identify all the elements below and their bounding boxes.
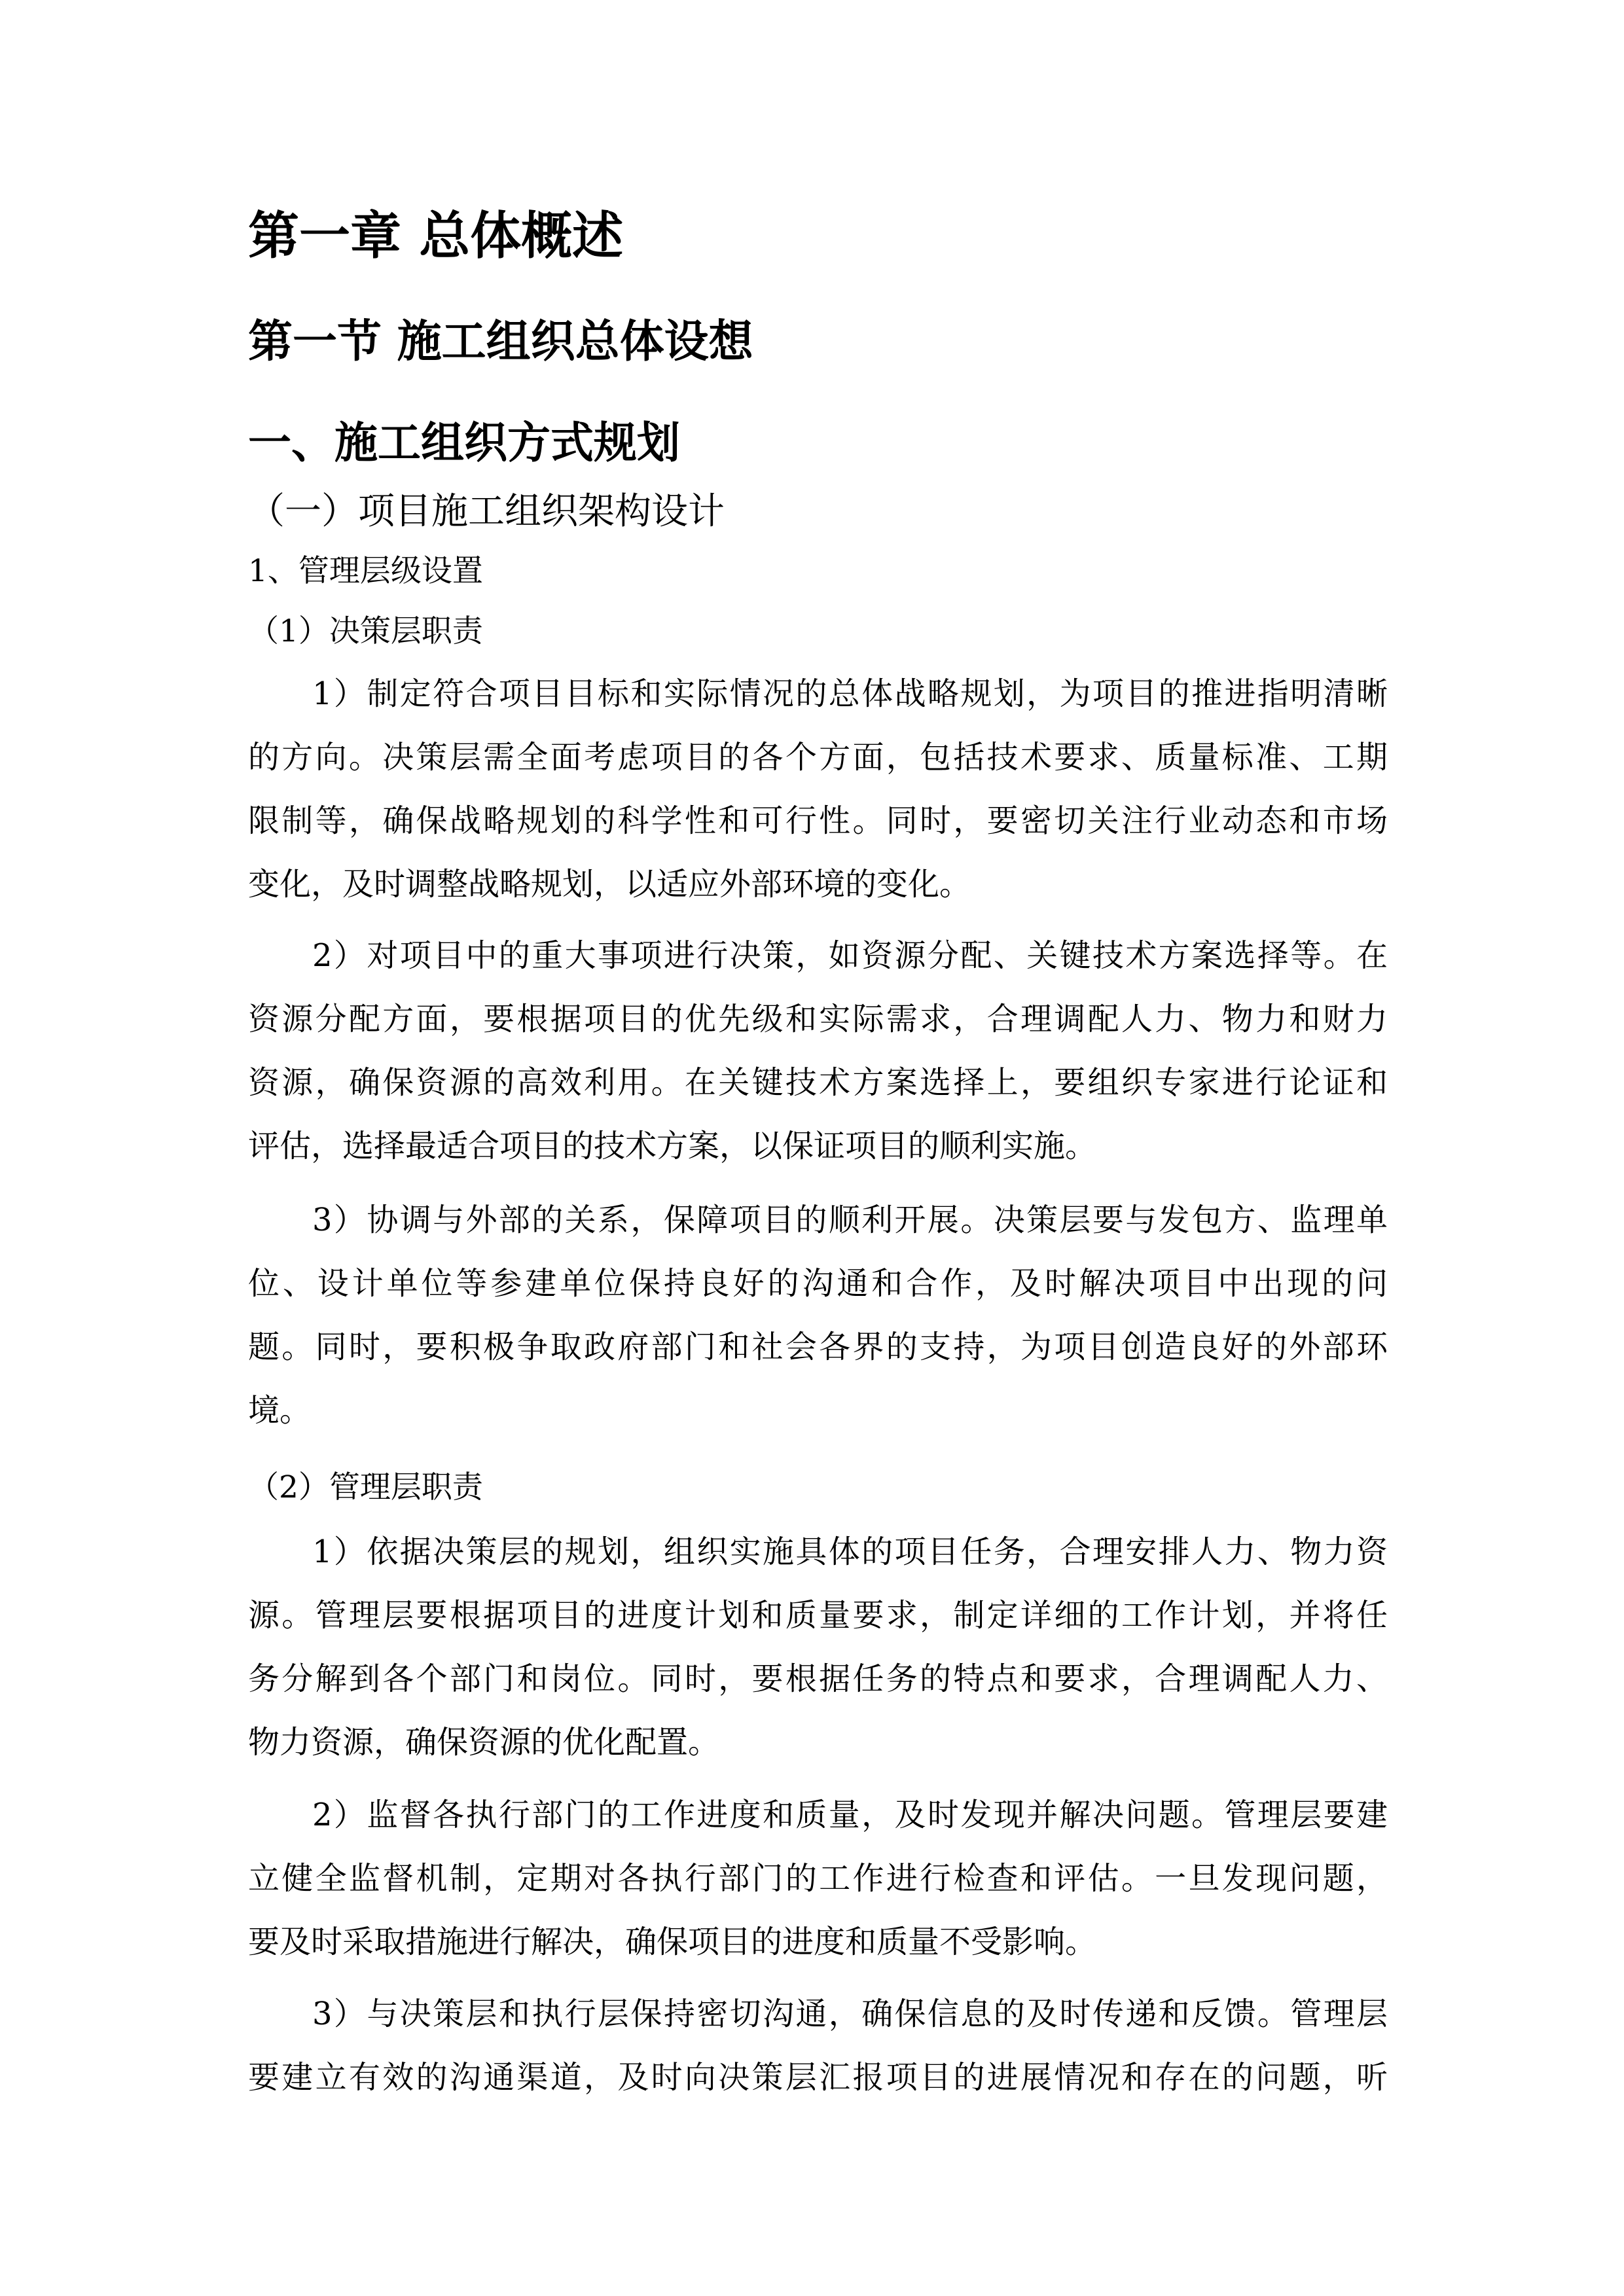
paragraph-line: 资源，确保资源的高效利用。在关键技术方案选择上，要组织专家进行论证和	[248, 1064, 1388, 1101]
paragraph-line: 资源分配方面，要根据项目的优先级和实际需求，合理调配人力、物力和财力	[248, 1001, 1388, 1037]
paragraph-line: 境。	[248, 1392, 312, 1429]
paragraph	[248, 1982, 1388, 2109]
group-heading-decision-layer: （1）决策层职责	[248, 613, 483, 649]
paragraph-line: 变化，及时调整战略规划，以适应外部环境的变化。	[248, 866, 971, 903]
paragraph-line: 2）监督各执行部门的工作进度和质量，及时发现并解决问题。管理层要建	[312, 1797, 1388, 1833]
paragraph-line: 物力资源，确保资源的优化配置。	[248, 1724, 720, 1761]
paragraph	[248, 662, 1388, 916]
part-title: 一、施工组织方式规划	[248, 418, 680, 468]
paragraph-line: 题。同时，要积极争取政府部门和社会各界的支持，为项目创造良好的外部环	[248, 1329, 1388, 1365]
paragraph-line: 位、设计单位等参建单位保持良好的沟通和合作，及时解决项目中出现的问	[248, 1265, 1388, 1302]
paragraph-line: 限制等，确保战略规划的科学性和可行性。同时，要密切关注行业动态和市场	[248, 802, 1388, 839]
paragraph-line: 1）制定符合项目目标和实际情况的总体战略规划，为项目的推进指明清晰	[312, 675, 1388, 712]
paragraph-line: 的方向。决策层需全面考虑项目的各个方面，包括技术要求、质量标准、工期	[248, 739, 1388, 776]
item-title: 1、管理层级设置	[248, 553, 483, 589]
paragraph-line: 3）与决策层和执行层保持密切沟通，确保信息的及时传递和反馈。管理层	[312, 1996, 1388, 2032]
paragraph	[248, 1189, 1388, 1443]
paragraph	[248, 1520, 1388, 1774]
subpart-title: （一）项目施工组织架构设计	[248, 490, 725, 533]
paragraph-line: 要建立有效的沟通渠道，及时向决策层汇报项目的进展情况和存在的问题，听	[248, 2059, 1388, 2096]
paragraph-line: 1）依据决策层的规划，组织实施具体的项目任务，合理安排人力、物力资	[312, 1534, 1388, 1570]
paragraph-line: 要及时采取措施进行解决，确保项目的进度和质量不受影响。	[248, 1924, 1097, 1960]
paragraph	[248, 1784, 1388, 1974]
paragraph	[248, 924, 1388, 1178]
paragraph-line: 2）对项目中的重大事项进行决策，如资源分配、关键技术方案选择等。在	[312, 937, 1388, 974]
paragraph-line: 务分解到各个部门和岗位。同时，要根据任务的特点和要求，合理调配人力、	[248, 1660, 1388, 1697]
paragraph-line: 源。管理层要根据项目的进度计划和质量要求，制定详细的工作计划，并将任	[248, 1597, 1388, 1634]
group-heading-management-layer: （2）管理层职责	[248, 1469, 483, 1505]
chapter-title: 第一章 总体概述	[248, 207, 624, 266]
paragraph-line: 立健全监督机制，定期对各执行部门的工作进行检查和评估。一旦发现问题，	[248, 1860, 1388, 1897]
section-title: 第一节 施工组织总体设想	[248, 316, 753, 368]
paragraph-line: 3）协调与外部的关系，保障项目的顺利开展。决策层要与发包方、监理单	[312, 1202, 1388, 1238]
paragraph-line: 评估，选择最适合项目的技术方案，以保证项目的顺利实施。	[248, 1128, 1097, 1164]
